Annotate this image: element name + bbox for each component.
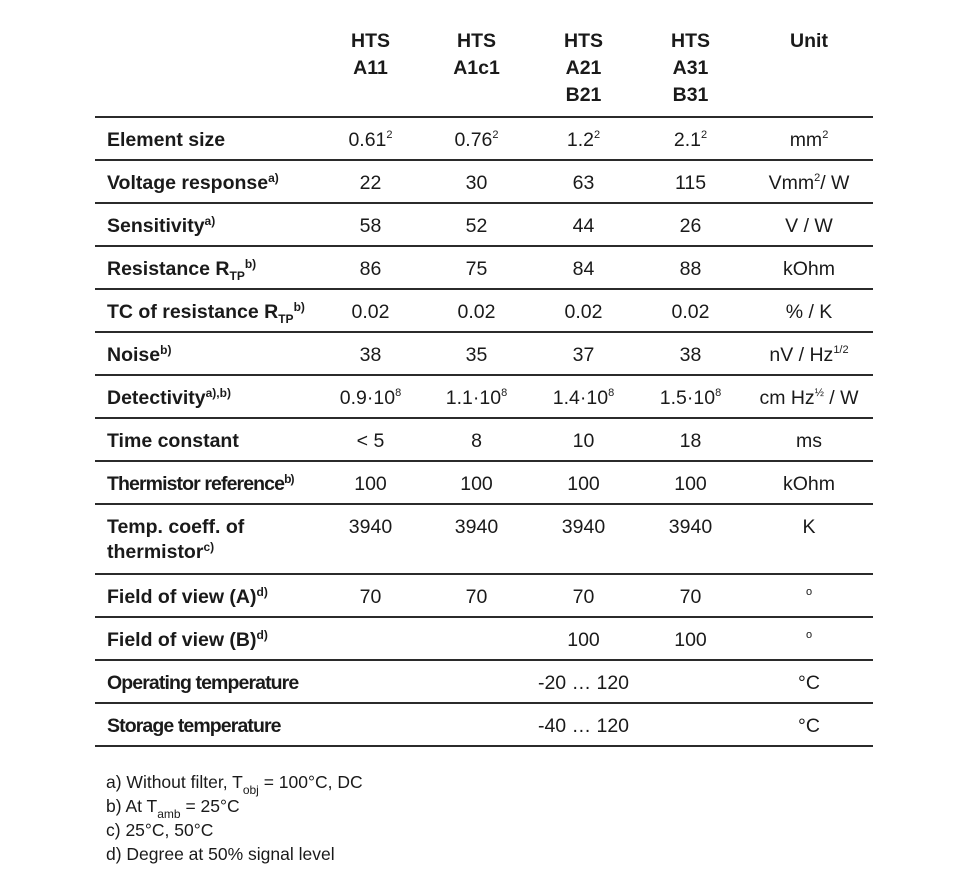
unit-base: K [802,516,816,538]
footnote-line [106,770,363,797]
column-header-line: HTS [351,30,390,52]
row-label [107,714,281,739]
value-base: 70 [679,586,702,608]
value-cell [637,343,744,368]
unit-exponent: o [805,586,813,598]
value-base: 38 [359,344,382,366]
footnote-text: a) Without filter, T [106,772,243,792]
footnotes [106,770,363,866]
value-cell [423,214,530,239]
row-label [107,628,268,653]
value-cell [317,300,424,325]
unit-cell [753,343,865,368]
row-label-footnote: c) [203,540,215,554]
value-cell [317,429,424,454]
unit-tail: / W [823,387,859,409]
row-label [107,671,298,696]
value-cell [423,386,530,411]
table-row [95,462,873,505]
row-label-text: Element size [107,129,226,151]
spec-table [95,26,873,747]
unit-column-header: Unit [790,30,828,52]
value-base: 86 [359,258,382,280]
value-cell [530,257,637,282]
row-label-footnote: a),b) [205,386,231,400]
row-label-text: Field of view (A) [107,586,257,608]
unit-cell [753,671,865,696]
unit-base: ms [796,430,822,452]
value-cell [637,257,744,282]
value-cell [530,628,637,653]
table-row [95,161,873,204]
value-cell [317,515,424,540]
table-row [95,204,873,247]
value-cell [423,429,530,454]
value-exponent: 2 [492,129,499,141]
value-base: 100 [567,629,600,651]
column-header-line: B21 [565,84,602,106]
value-cell [317,214,424,239]
footnote-subscript: obj [242,783,259,797]
row-label-text: Detectivity [107,387,206,409]
row-label-footnote: d) [256,585,268,599]
value-exponent: 8 [715,387,722,399]
value-base: 44 [572,215,595,237]
unit-tail: / W [820,172,850,194]
spanned-value: -20 … 120 [537,672,630,694]
value-cell [637,585,744,610]
value-base: 8 [471,430,482,452]
value-cell [423,585,530,610]
value-base: 0.02 [564,301,603,323]
value-base: 100 [354,473,387,495]
row-label-text: Voltage response [107,172,269,194]
value-base: 75 [465,258,488,280]
value-exponent: 8 [395,387,402,399]
row-label-footnote: b) [244,257,257,271]
unit-base: kOhm [782,473,835,495]
unit-base: Vmm [768,172,815,194]
footnote-subscript: amb [157,807,181,821]
table-row [95,618,873,661]
value-exponent: 2 [593,129,601,141]
table-row [95,419,873,462]
value-cell [637,214,744,239]
unit-base: V / W [785,215,833,237]
table-row [95,333,873,376]
value-exponent: 2 [386,129,393,141]
footnote-line [106,818,363,842]
value-cell [530,472,637,497]
unit-exponent: 1/2 [833,344,849,356]
value-cell [423,515,530,540]
row-label [107,472,294,497]
column-header-4 [637,28,744,109]
value-base: 1.5·10 [659,387,716,409]
value-cell [637,472,744,497]
column-header-line: B31 [672,84,709,106]
table-row [95,376,873,419]
value-cell [530,515,637,540]
unit-base: °C [798,715,820,737]
value-base: 3940 [454,516,499,538]
value-cell [423,128,530,153]
unit-cell [753,472,865,497]
unit-cell [753,214,865,239]
value-cell [317,171,424,196]
value-cell [637,628,744,653]
value-base: 52 [465,215,488,237]
value-cell [637,128,744,153]
value-base: 84 [572,258,595,280]
table-row [95,661,873,704]
footnote-line [106,842,363,866]
value-base: 63 [572,172,595,194]
unit-cell [753,300,865,325]
row-label [107,128,225,153]
value-cell [530,343,637,368]
row-label-text: Sensitivity [107,215,205,237]
value-cell [317,257,424,282]
unit-base: mm [789,129,823,151]
value-cell [530,585,637,610]
value-base: 0.02 [457,301,496,323]
value-cell [637,429,744,454]
column-header-3 [530,28,637,109]
column-header-line: A1c1 [453,57,500,79]
value-base: 100 [460,473,493,495]
row-label [107,429,239,454]
unit-base: kOhm [782,258,835,280]
unit-base: °C [798,672,820,694]
value-base: 3940 [561,516,606,538]
value-base: 37 [572,344,595,366]
value-base: 100 [674,473,707,495]
value-base: < 5 [356,430,385,452]
column-header-2 [423,28,530,82]
value-base: 1.2 [566,129,594,151]
row-label-text: Storage temperature [107,715,281,737]
row-label [107,585,268,610]
unit-cell [753,585,865,610]
row-label-subscript: TP [278,312,294,326]
value-base: 58 [359,215,382,237]
unit-exponent: 2 [814,172,821,184]
column-header-line: A31 [672,57,709,79]
row-label-footnote: b) [160,343,172,357]
column-header-line: A21 [565,57,602,79]
table-row [95,247,873,290]
row-label [107,214,215,239]
row-label-text: TC of resistance R [107,301,279,323]
table-row [95,290,873,333]
value-cell [530,300,637,325]
row-label [107,343,171,368]
value-base: 70 [572,586,595,608]
value-base: 26 [679,215,702,237]
value-exponent: 2 [700,129,708,141]
value-base: 38 [679,344,702,366]
footnote-line [106,794,363,821]
value-base: 2.1 [673,129,701,151]
value-base: 18 [679,430,702,452]
value-exponent: 8 [608,387,615,399]
table-header [95,26,873,116]
value-cell [637,386,744,411]
footnote-text-tail: = 100°C, DC [258,772,363,792]
value-cell [317,585,424,610]
row-label-footnote: d) [256,628,268,642]
unit-base: % / K [785,301,833,323]
value-base: 115 [674,172,707,194]
row-label-text: Temp. coeff. of thermistor [107,516,245,563]
value-base: 0.9·10 [339,387,396,409]
footnote-text-tail: = 25°C [180,796,240,816]
value-cell [317,343,424,368]
table-row [95,505,873,575]
row-label-footnote: b) [284,472,294,486]
column-header-line: HTS [457,30,496,52]
unit-base: cm Hz [759,387,815,409]
table-row [95,118,873,161]
row-label-text: Field of view (B) [107,629,257,651]
row-label-text: Operating temperature [107,672,299,694]
value-base: 0.02 [671,301,710,323]
unit-cell [753,628,865,653]
column-header-line: HTS [564,30,603,52]
row-label-text: Thermistor reference [107,473,285,495]
unit-cell [753,257,865,282]
value-base: 70 [465,586,488,608]
footnote-text: b) At T [106,796,158,816]
value-cell [530,386,637,411]
value-base: 70 [359,586,382,608]
value-cell [530,171,637,196]
column-header-line: A11 [353,57,388,79]
value-cell [423,472,530,497]
value-base: 1.4·10 [552,387,609,409]
value-base: 3940 [348,516,393,538]
value-base: 0.02 [351,301,390,323]
value-base: 10 [572,430,595,452]
value-base: 35 [465,344,488,366]
footnote-text: d) Degree at 50% signal level [106,844,335,864]
unit-exponent: o [805,629,813,641]
value-cell [423,343,530,368]
value-cell [423,257,530,282]
unit-base: nV / Hz [769,344,834,366]
row-label [107,515,327,565]
row-label [107,257,256,282]
unit-cell [753,386,865,411]
row-label-text: Time constant [107,430,239,452]
value-cell [637,300,744,325]
value-base: 0.76 [454,129,493,151]
unit-exponent: 2 [822,129,829,141]
footnote-text: c) 25°C, 50°C [106,820,214,840]
row-label [107,171,279,196]
value-cell [317,128,424,153]
value-base: 30 [465,172,488,194]
spanned-value: -40 … 120 [537,715,630,737]
value-base: 100 [567,473,600,495]
value-cell [317,386,424,411]
value-cell [317,472,424,497]
row-label-footnote: a) [268,171,279,185]
table-body [95,118,873,747]
unit-cell [753,714,865,739]
row-label [107,300,305,325]
unit-cell [753,128,865,153]
value-base: 100 [674,629,707,651]
value-base: 22 [359,172,382,194]
unit-cell [753,515,865,540]
row-label-text: Resistance R [107,258,230,280]
value-cell [530,128,637,153]
row-label [107,386,231,411]
value-cell [530,429,637,454]
row-label-footnote: a) [204,214,216,228]
value-cell [530,214,637,239]
value-cell [423,171,530,196]
value-cell [423,300,530,325]
table-row [95,704,873,747]
value-base: 3940 [668,516,713,538]
unit-exponent: ½ [814,387,824,399]
unit-cell [753,429,865,454]
unit-cell [753,171,865,196]
column-header-1 [317,28,424,82]
value-base: 88 [679,258,702,280]
value-cell [637,515,744,540]
value-base: 1.1·10 [445,387,502,409]
row-label-text: Noise [107,344,161,366]
row-label-footnote: b) [293,300,305,314]
value-base: 0.61 [348,129,387,151]
value-cell [637,171,744,196]
row-label-subscript: TP [229,269,245,283]
table-row [95,575,873,618]
column-header-line: HTS [671,30,710,52]
value-exponent: 8 [501,387,508,399]
